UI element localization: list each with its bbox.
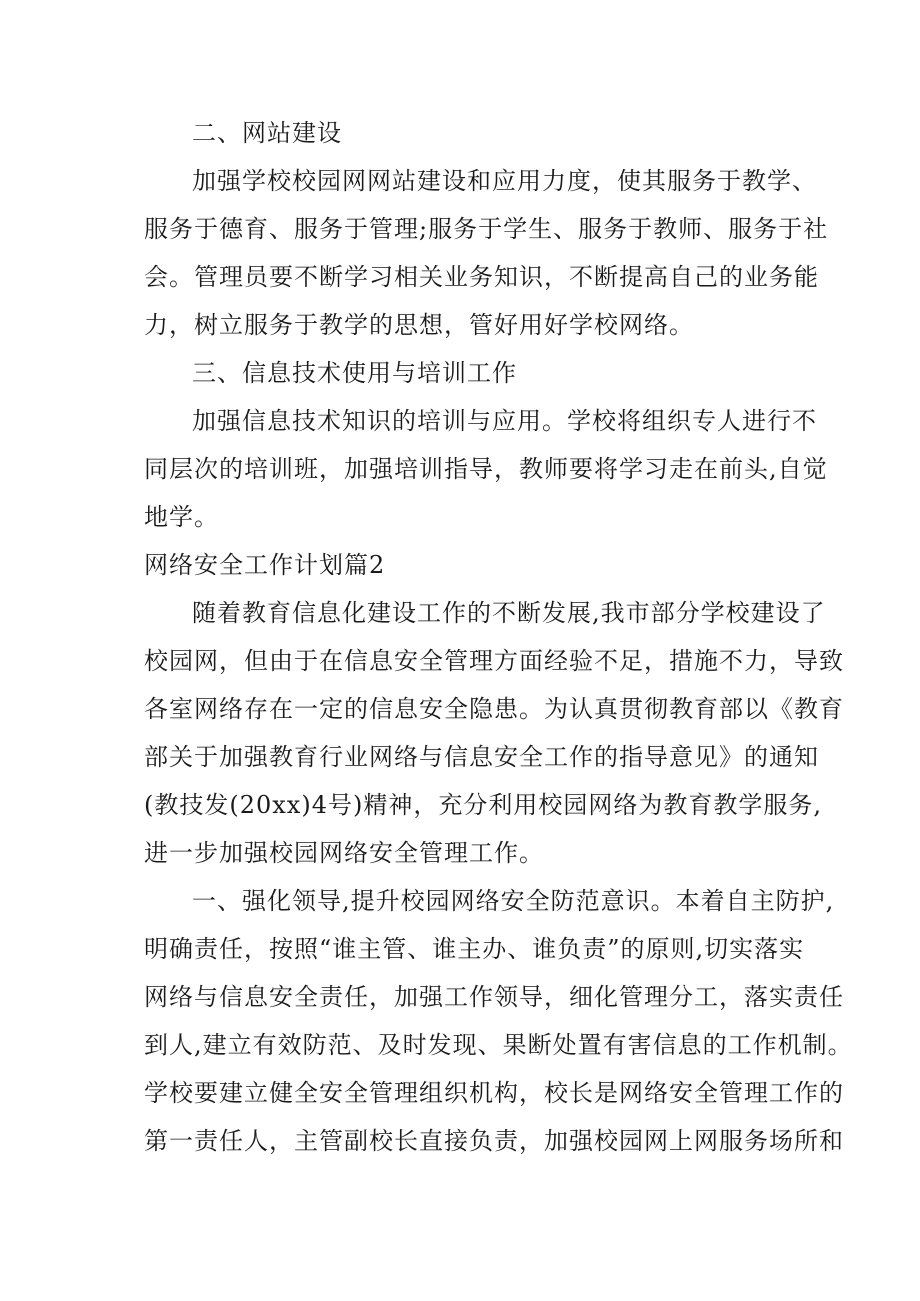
paragraph-line: 部关于加强教育行业网络与信息安全工作的指导意见》的通知 (144, 743, 819, 771)
paragraph-line: 加强信息技术知识的培训与应用。学校将组织专人进行不 (192, 407, 817, 435)
section-heading-training: 三、信息技术使用与培训工作 (192, 359, 517, 387)
paragraph-line: 第一责任人，主管副校长直接负责，加强校园网上网服务场所和 (144, 1127, 844, 1155)
paragraph-line: 一、强化领导,提升校园网络安全防范意识。本着自主防护, (192, 887, 835, 915)
section-heading-website: 二、网站建设 (192, 119, 342, 147)
paragraph-line: 各室网络存在一定的信息安全隐患。为认真贯彻教育部以《教育 (144, 695, 844, 723)
paragraph-line: 到人,建立有效防范、及时发现、果断处置有害信息的工作机制。 (144, 1031, 853, 1059)
paragraph-line: 地学。 (144, 503, 219, 531)
paragraph-line: 服务于德育、服务于管理;服务于学生、服务于教师、服务于社 (144, 215, 829, 243)
paragraph-line: 同层次的培训班，加强培训指导，教师要将学习走在前头,自觉 (144, 455, 828, 483)
paragraph-line: 网络与信息安全责任，加强工作领导，细化管理分工，落实责任 (144, 983, 844, 1011)
paragraph-line: 进一步加强校园网络安全管理工作。 (144, 839, 544, 867)
paragraph-line: 学校要建立健全安全管理组织机构，校长是网络安全管理工作的 (144, 1079, 844, 1107)
paragraph-line: (教技发(20xx)4号)精神，充分利用校园网络为教育教学服务, (144, 791, 822, 819)
paragraph-line: 力，树立服务于教学的思想，管好用好学校网络。 (144, 311, 694, 339)
article-title: 网络安全工作计划篇2 (144, 551, 386, 579)
paragraph-line: 会。管理员要不断学习相关业务知识，不断提高自己的业务能 (144, 263, 819, 291)
paragraph-line: 校园网，但由于在信息安全管理方面经验不足，措施不力，导致 (144, 647, 844, 675)
paragraph-line: 明确责任，按照“谁主管、谁主办、谁负责”的原则,切实落实 (144, 935, 805, 963)
paragraph-line: 随着教育信息化建设工作的不断发展,我市部分学校建设了 (192, 599, 826, 627)
paragraph-line: 加强学校校园网网站建设和应用力度，使其服务于教学、 (192, 167, 817, 195)
